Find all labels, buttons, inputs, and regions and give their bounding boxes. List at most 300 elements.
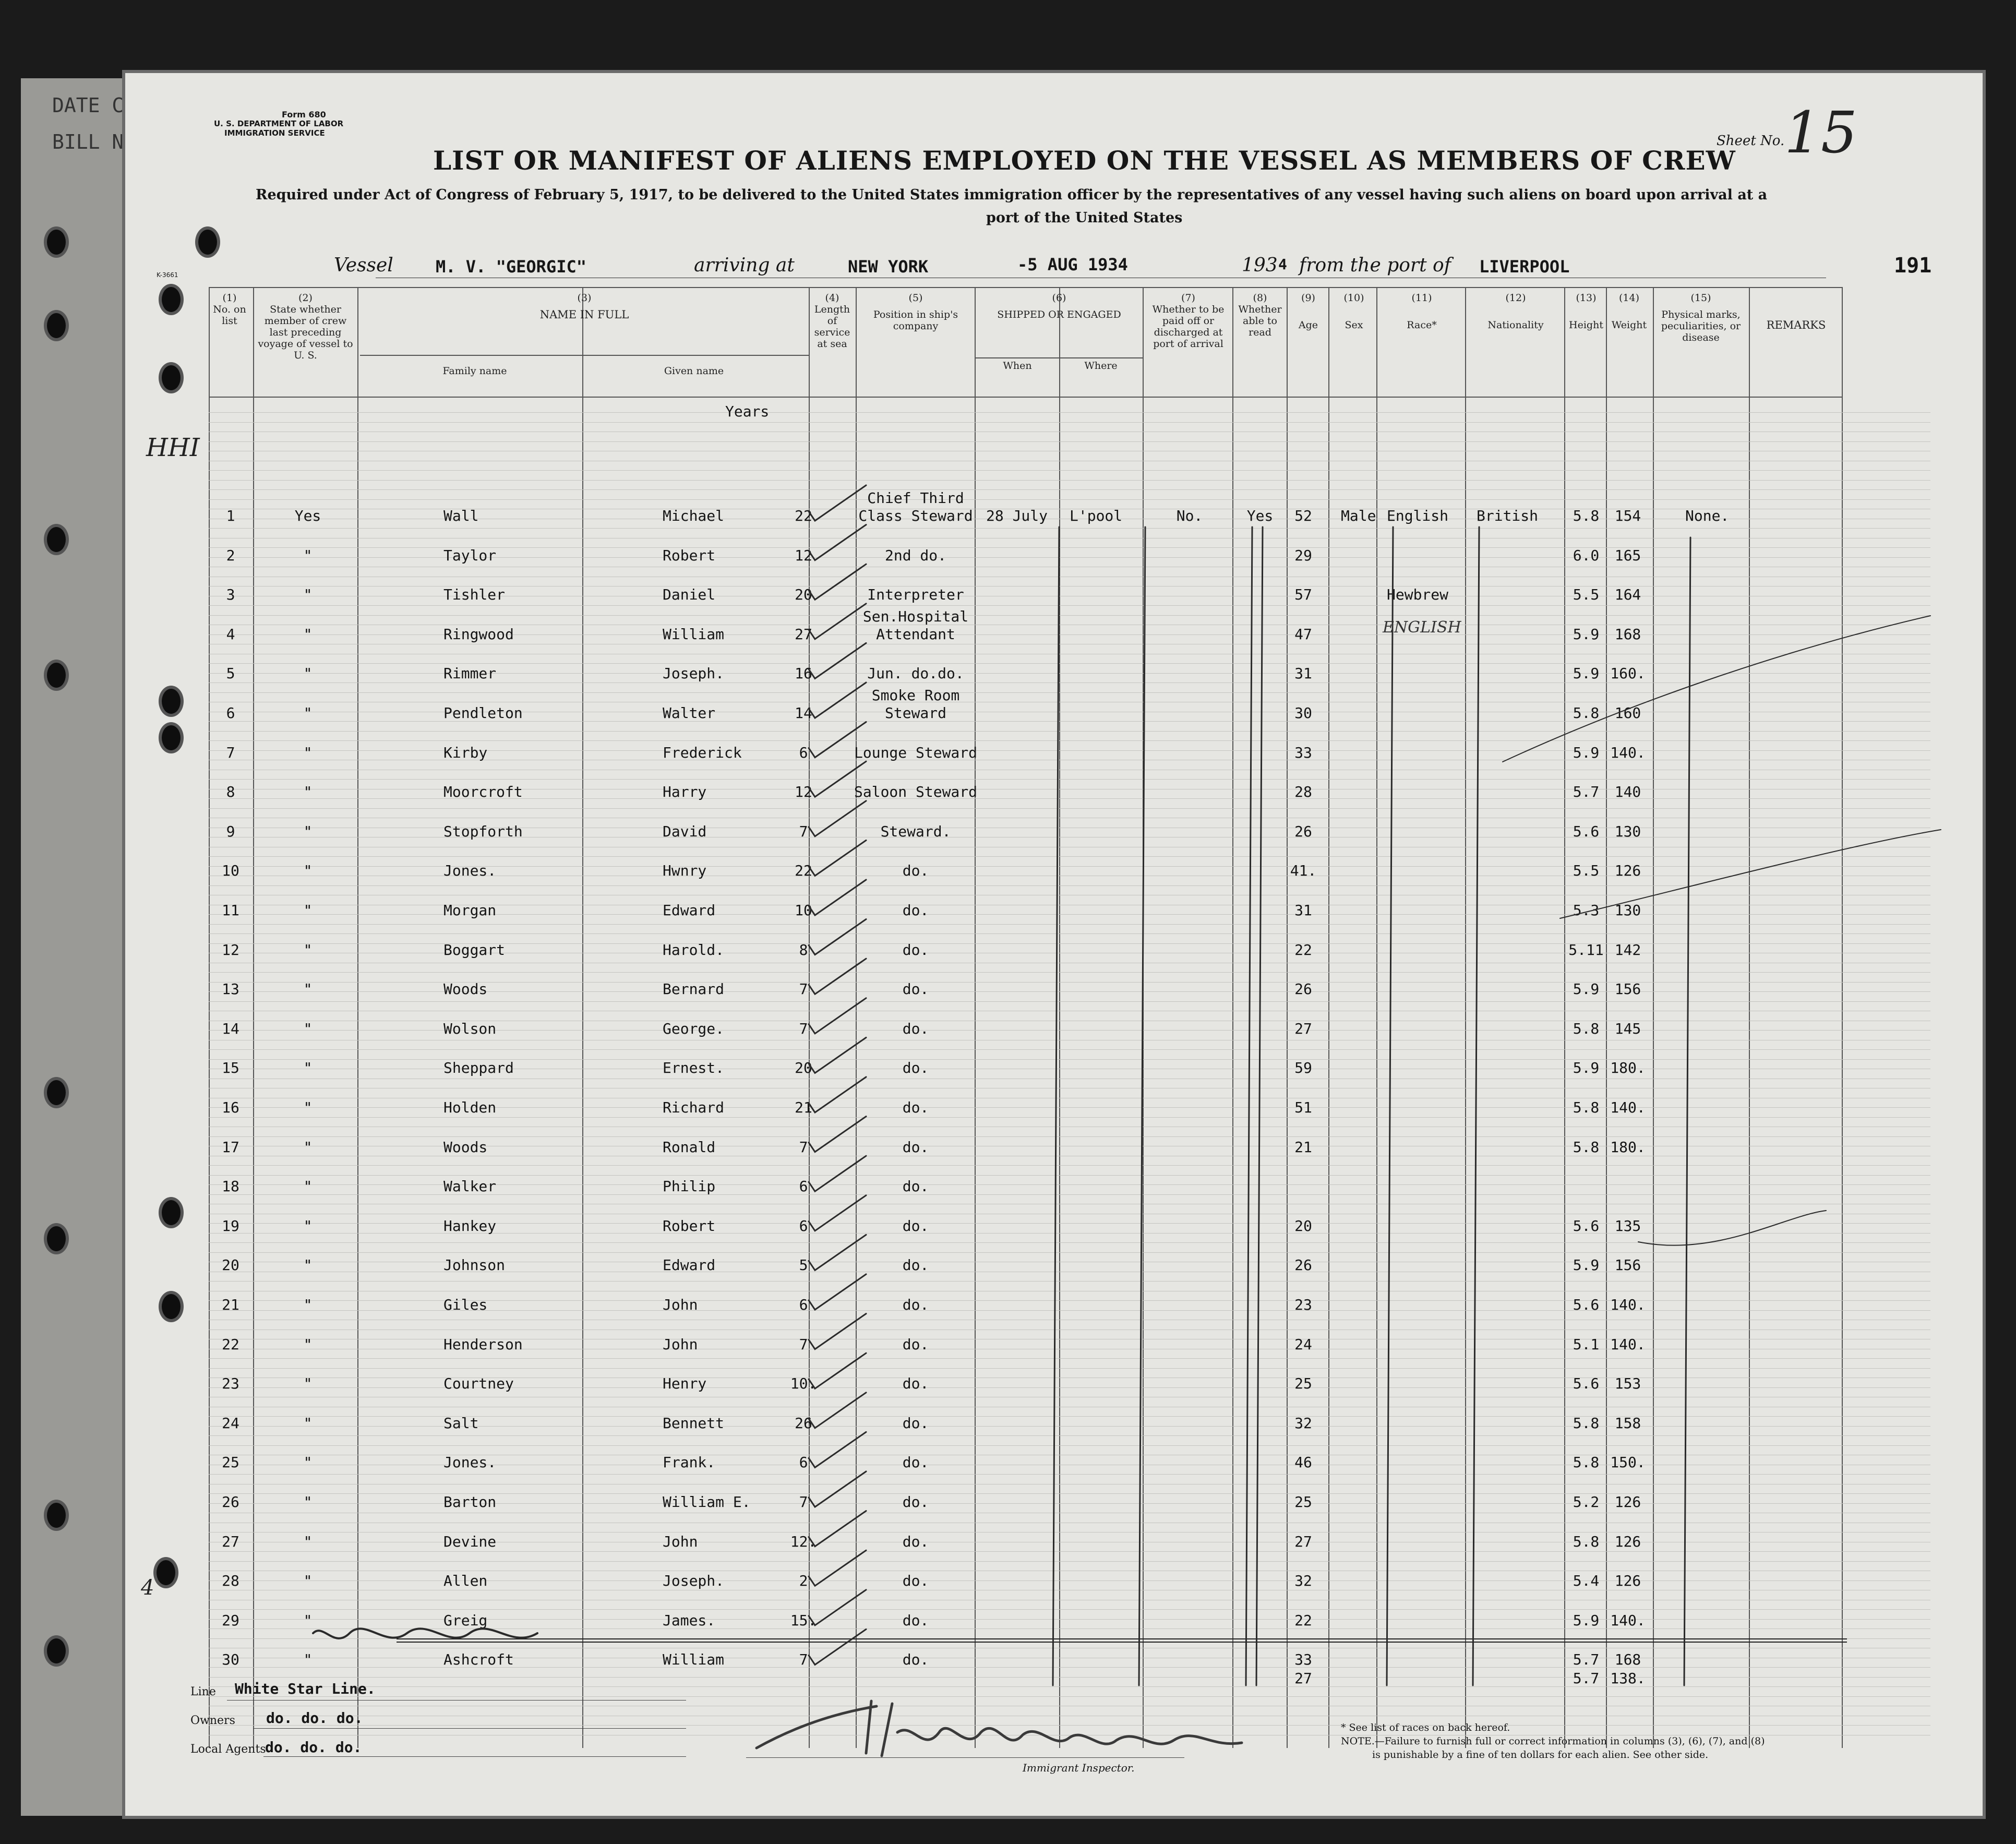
cell-given: Bernard [663, 980, 725, 998]
cell-weight: 154 [1614, 507, 1641, 524]
cell-sex: Male [1341, 507, 1376, 524]
col-label: Nationality [1487, 319, 1544, 331]
cell-no: 26 [222, 1493, 239, 1511]
cell-weight: 140. [1610, 1335, 1646, 1353]
line-label: Line [190, 1685, 216, 1698]
cell-position: Attendant [876, 625, 955, 643]
cell-no: 5 [226, 665, 235, 682]
cell-family: Boggart [443, 941, 506, 959]
col-num: (8) [1253, 292, 1267, 304]
cell-family: Barton [443, 1493, 497, 1511]
cell-age: 51 [1294, 1099, 1312, 1116]
sheet-number: 15 [1784, 99, 1857, 166]
cell-weight: 126 [1614, 1572, 1641, 1590]
check-mark [809, 1550, 866, 1586]
cell-given: Daniel [663, 586, 716, 604]
cell-position: do. [902, 1099, 929, 1116]
cell-service: 12. [790, 1532, 817, 1550]
cell-prev: " [303, 1178, 313, 1195]
cell-given: Joseph. [663, 1572, 725, 1590]
cell-age: 41. [1290, 862, 1317, 880]
cell-given: Frank. [663, 1454, 716, 1471]
check-mark [809, 1432, 866, 1467]
check-mark [809, 1590, 866, 1625]
col-label: NAME IN FULL [539, 308, 629, 321]
cell-no: 20 [222, 1256, 239, 1274]
cell-weight: 160 [1614, 704, 1641, 722]
cell-prev: " [303, 1256, 313, 1274]
ditto-line [1684, 537, 1690, 1685]
cell-service: 7 [799, 1138, 808, 1156]
agents-value: do. do. do. [265, 1739, 362, 1756]
cell-age: 29 [1294, 546, 1312, 564]
cell-prev: " [303, 902, 313, 919]
cell-service: 7 [799, 980, 808, 998]
check-mark [809, 1393, 866, 1428]
cell-height: 5.8 [1573, 704, 1600, 722]
cell-prev: " [303, 1217, 313, 1235]
col-num: (6) [1052, 292, 1066, 304]
footer-rule [263, 1756, 686, 1757]
cell-prev: " [303, 1099, 313, 1116]
cell-no: 10 [222, 862, 239, 880]
form-code: K-3661 [157, 271, 178, 279]
cell-weight: 130 [1614, 902, 1641, 919]
col-num: (15) [1690, 292, 1711, 304]
cell-service: 10. [790, 1375, 817, 1393]
cell-height: 5.8 [1573, 1099, 1600, 1116]
penalty-note-1: NOTE.—Failure to furnish full or correct information in columns (3), (6), (7), and (8) [1341, 1735, 1765, 1747]
cell-given: Edward [663, 1256, 716, 1274]
col-label: Length of service at sea [814, 304, 850, 350]
cell-prev: " [303, 586, 313, 604]
cell-height: 5.9 [1573, 625, 1600, 643]
cell-position: Saloon Steward [854, 783, 978, 801]
cell-family: Courtney [443, 1375, 514, 1393]
cell-position: do. [902, 1375, 929, 1393]
cell-service: 6 [799, 1296, 808, 1313]
cell-family: Sheppard [443, 1059, 514, 1077]
check-mark [809, 1511, 866, 1547]
punch-hole [47, 230, 66, 255]
check-mark [809, 1077, 866, 1112]
cell-age: 32 [1294, 1414, 1312, 1432]
cell-service: 7 [799, 1493, 808, 1511]
cell-family: Ringwood [443, 625, 514, 643]
arriving-label: arriving at [694, 255, 795, 276]
cell-height: 5.9 [1573, 980, 1600, 998]
cell-position: do. [902, 1217, 929, 1235]
cell-height: 5.9 [1573, 1059, 1600, 1077]
check-mark [809, 485, 866, 521]
col-label: No. on list [213, 304, 246, 327]
cell-service: 15. [790, 1611, 817, 1629]
cell-given: Walter [663, 704, 716, 722]
cell-family: Johnson [443, 1256, 506, 1274]
cell-height: 5.6 [1573, 1296, 1600, 1313]
cell-prev: " [303, 744, 313, 761]
check-mark [809, 1117, 866, 1152]
ditto-line [1053, 527, 1059, 1685]
cell-service: 20 [795, 586, 812, 604]
cell-weight: 126 [1614, 1493, 1641, 1511]
cell-family: Tishler [443, 586, 506, 604]
cell-position: Steward. [880, 822, 951, 840]
cell-service: 6 [799, 1454, 808, 1471]
given-name-header: Given name [664, 365, 724, 377]
cell-family: Stopforth [443, 822, 523, 840]
col-label: Height [1569, 319, 1603, 331]
cell-position: do. [902, 1138, 929, 1156]
cell-no: 9 [226, 822, 235, 840]
cell-position: do. [902, 1532, 929, 1550]
check-mark [809, 1195, 866, 1231]
cell-age: 31 [1294, 902, 1312, 919]
cell-family: Rimmer [443, 665, 497, 682]
cell-prev: " [303, 1572, 313, 1590]
cell-service: 22 [795, 862, 812, 880]
punch-hole [47, 313, 66, 338]
cell-family: Hankey [443, 1217, 497, 1235]
col-label: State whether member of crew last preceding voyage of vessel to U. S. [258, 304, 353, 361]
cell-no: 23 [222, 1375, 239, 1393]
cell-height: 5.1 [1573, 1335, 1600, 1353]
cell-service: 7 [799, 1020, 808, 1037]
stray-pen-line [1503, 616, 1930, 762]
cancel-scribble [313, 1629, 537, 1638]
cell-prev: " [303, 1532, 313, 1550]
check-mark [809, 643, 866, 678]
cell-position: do. [902, 902, 929, 919]
cell-given: William [663, 625, 725, 643]
ditto-line [1246, 527, 1252, 1685]
cell-family: Wolson [443, 1020, 497, 1037]
cell-family: Ashcroft [443, 1651, 514, 1669]
manifest-sheet [125, 73, 1983, 1816]
cell-given: Joseph. [663, 665, 725, 682]
cell-position: do. [902, 1454, 929, 1471]
cell-weight: 135 [1614, 1217, 1641, 1235]
cell-position: Interpreter [867, 586, 964, 604]
punch-hole [47, 663, 66, 688]
cell-given: Henry [663, 1375, 707, 1393]
cell-position: Class Steward [858, 507, 973, 524]
cell-no: 29 [222, 1611, 239, 1629]
cell-prev: " [303, 665, 313, 682]
cell-prev: " [303, 1651, 313, 1669]
cell-age: 46 [1294, 1454, 1312, 1471]
cell-age: 25 [1294, 1493, 1312, 1511]
cell-prev: " [303, 862, 313, 880]
cell-service: 6 [799, 1178, 808, 1195]
cell-weight: 164 [1614, 586, 1641, 604]
cell-family: Taylor [443, 546, 497, 564]
cell-given: Robert [663, 1217, 716, 1235]
cell-position_top: Chief Third [867, 489, 964, 507]
cell-age: 33 [1294, 1651, 1312, 1669]
year-label: 193 [1242, 255, 1278, 276]
race-note: * See list of races on back hereof. [1341, 1722, 1510, 1733]
cell-marks: None. [1685, 507, 1730, 524]
left-margin-strip [21, 78, 125, 1816]
cell-height: 5.8 [1573, 1138, 1600, 1156]
arriving-port: NEW YORK [848, 257, 929, 277]
cell-age: 20 [1294, 1217, 1312, 1235]
col-num: (14) [1618, 292, 1639, 304]
cell-no: 11 [222, 902, 239, 919]
cell-height: 5.7 [1573, 1670, 1600, 1687]
cell-family: Jones. [443, 862, 497, 880]
cell-when: 28 July [986, 507, 1048, 524]
cell-height: 5.11 [1568, 941, 1604, 959]
check-mark [809, 1156, 866, 1191]
cell-service: 10 [795, 902, 812, 919]
check-mark [809, 959, 866, 994]
cell-height: 5.3 [1573, 902, 1600, 919]
check-mark [809, 722, 866, 758]
cell-age: 26 [1294, 980, 1312, 998]
cell-family: Morgan [443, 902, 497, 919]
cell-prev: " [303, 546, 313, 564]
cell-prev: " [303, 1138, 313, 1156]
cell-height: 5.9 [1573, 1611, 1600, 1629]
cell-service: 6 [799, 744, 808, 761]
col-num: (1) [222, 292, 237, 304]
cell-position: Steward [884, 704, 947, 722]
cell-no: 21 [222, 1296, 239, 1313]
shipped-when-header: When [1003, 360, 1032, 372]
family-name-header: Family name [442, 365, 507, 377]
cell-weight: 140. [1610, 1296, 1646, 1313]
cell-prev: " [303, 1611, 313, 1629]
cell-family: Pendleton [443, 704, 523, 722]
cell-height: 5.8 [1573, 507, 1600, 524]
cell-age: 22 [1294, 1611, 1312, 1629]
sheet-label: Sheet No. [1717, 133, 1785, 149]
check-mark [809, 1471, 866, 1507]
cell-height: 5.7 [1573, 1651, 1600, 1669]
cell-prev: " [303, 1335, 313, 1353]
cell-weight: 168 [1614, 1651, 1641, 1669]
cell-age: 22 [1294, 941, 1312, 959]
cell-age: 47 [1294, 625, 1312, 643]
cell-height: 5.8 [1573, 1454, 1600, 1471]
cell-position: do. [902, 1020, 929, 1037]
years-label: Years [725, 403, 770, 420]
cell-weight: 130 [1614, 822, 1641, 840]
cell-given: Philip [663, 1178, 716, 1195]
cell-family: Holden [443, 1099, 497, 1116]
cell-position: do. [902, 941, 929, 959]
cell-service: 20 [795, 1059, 812, 1077]
punch-hole [47, 527, 66, 552]
check-mark [809, 564, 866, 600]
cell-weight: 180. [1610, 1138, 1646, 1156]
col-num: (2) [298, 292, 313, 304]
cell-position: do. [902, 1059, 929, 1077]
cell-position: do. [902, 1493, 929, 1511]
col-num: (5) [908, 292, 923, 304]
cell-service: 26 [795, 1414, 812, 1432]
cell-service: 14 [795, 704, 812, 722]
cell-height: 5.8 [1573, 1532, 1600, 1550]
cell-given: George. [663, 1020, 725, 1037]
cell-height: 5.2 [1573, 1493, 1600, 1511]
cell-age: 27 [1294, 1532, 1312, 1550]
cell-weight: 150. [1610, 1454, 1646, 1471]
cell-height: 5.9 [1573, 665, 1600, 682]
cell-nat: British [1477, 507, 1539, 524]
cell-position: do. [902, 1414, 929, 1432]
ditto-line [1139, 527, 1145, 1685]
cell-prev: " [303, 1059, 313, 1077]
col-label: Race* [1407, 319, 1437, 331]
cell-no: 24 [222, 1414, 239, 1432]
cell-given: Richard [663, 1099, 725, 1116]
cell-position: 2nd do. [884, 546, 947, 564]
check-mark [809, 919, 866, 955]
cell-position: Jun. do.do. [867, 665, 964, 682]
cell-family: Wall [443, 507, 479, 524]
year-suffix: 4 [1278, 256, 1287, 273]
col-label: Position in ship's company [873, 309, 958, 332]
col-label: Whether able to read [1238, 304, 1282, 338]
col-num: (12) [1505, 292, 1526, 304]
cell-weight: 140. [1610, 744, 1646, 761]
cell-prev: " [303, 1375, 313, 1393]
cell-given: Michael [663, 507, 725, 524]
cell-no: 25 [222, 1454, 239, 1471]
cell-height: 5.8 [1573, 1414, 1600, 1432]
cell-height: 5.9 [1573, 1256, 1600, 1274]
from-port: LIVERPOOL [1479, 257, 1570, 277]
penalty-note-2: is punishable by a fine of ten dollars for each alien. See other side. [1372, 1749, 1709, 1761]
check-mark [809, 1629, 866, 1665]
check-mark [809, 682, 866, 718]
cell-family: Henderson [443, 1335, 523, 1353]
cell-family: Greig [443, 1611, 488, 1629]
cell-family: Allen [443, 1572, 488, 1590]
cell-prev: " [303, 783, 313, 801]
cell-position: do. [902, 1611, 929, 1629]
cell-service: 8 [799, 941, 808, 959]
check-mark [809, 880, 866, 915]
col-num: (3) [577, 292, 592, 304]
margin-stamp-bill: BILL N [52, 130, 124, 153]
cell-no: 17 [222, 1138, 239, 1156]
cell-position: do. [902, 980, 929, 998]
cell-race: English [1387, 507, 1449, 524]
cell-family: Jones. [443, 1454, 497, 1471]
cell-weight: 142 [1614, 941, 1641, 959]
cell-family: Devine [443, 1532, 497, 1550]
margin-note: 4 [141, 1576, 154, 1600]
cell-weight: 160. [1610, 665, 1646, 682]
check-mark [809, 525, 866, 560]
cell-prev: " [303, 704, 313, 722]
ink-marks [125, 73, 1983, 1816]
stray-pen-line [1638, 1211, 1826, 1246]
col-num: (4) [825, 292, 839, 304]
check-mark [809, 604, 866, 639]
cell-given: Ernest. [663, 1059, 725, 1077]
col-label: Age [1298, 319, 1318, 331]
col-label: Physical marks, peculiarities, or disease [1661, 309, 1741, 343]
margin-stamp-date: DATE C [52, 94, 124, 117]
col-num: (11) [1411, 292, 1432, 304]
check-mark [809, 1353, 866, 1388]
cell-service: 7 [799, 1335, 808, 1353]
from-port-label: from the port of [1299, 255, 1451, 276]
cell-position: do. [902, 1651, 929, 1669]
check-mark [809, 801, 866, 836]
cell-position: do. [902, 1572, 929, 1590]
cell-position_top: Sen.Hospital [862, 607, 969, 625]
cell-no: 12 [222, 941, 239, 959]
cell-given: Robert [663, 546, 716, 564]
col-label: Whether to be paid off or discharged at port of arrival [1152, 304, 1225, 350]
cell-height: 5.7 [1573, 783, 1600, 801]
cell-no: 27 [222, 1532, 239, 1550]
cell-service: 12 [795, 546, 812, 564]
cell-age: 28 [1294, 783, 1312, 801]
cell-given: David [663, 822, 707, 840]
cell-service: 7 [799, 1651, 808, 1669]
cell-height: 5.8 [1573, 1020, 1600, 1037]
col-num: (7) [1181, 292, 1195, 304]
cell-age: 24 [1294, 1335, 1312, 1353]
cell-weight: 156 [1614, 1256, 1641, 1274]
cell-position: do. [902, 1296, 929, 1313]
cell-family: Moorcroft [443, 783, 523, 801]
cell-given: John [663, 1532, 698, 1550]
cell-position: do. [902, 862, 929, 880]
check-mark [809, 840, 866, 876]
ditto-line [1473, 527, 1479, 1685]
check-mark [809, 998, 866, 1034]
cell-family: Woods [443, 1138, 488, 1156]
cell-given: Ronald [663, 1138, 716, 1156]
cell-age: 52 [1294, 507, 1312, 524]
cell-no: 1 [226, 507, 235, 524]
cell-weight: 140. [1610, 1611, 1646, 1629]
cell-given: Frederick [663, 744, 742, 761]
cell-no: 19 [222, 1217, 239, 1235]
cell-weight: 156 [1614, 980, 1641, 998]
cell-read: Yes [1246, 507, 1274, 524]
footer-rule [253, 1728, 686, 1729]
cell-no: 15 [222, 1059, 239, 1077]
cell-weight: 140. [1610, 1099, 1646, 1116]
cell-height: 5.5 [1573, 586, 1600, 604]
vessel-name: M. V. "GEORGIC" [436, 257, 586, 277]
check-mark [809, 1314, 866, 1349]
cell-position: do. [902, 1335, 929, 1353]
cell-height: 5.4 [1573, 1572, 1600, 1590]
cell-given: John [663, 1296, 698, 1313]
cell-weight: 158 [1614, 1414, 1641, 1432]
cell-service: 12 [795, 783, 812, 801]
cell-given: William E. [663, 1493, 751, 1511]
form-service: IMMIGRATION SERVICE [224, 128, 325, 138]
arrival-date-stamp: -5 AUG 1934 [1017, 255, 1128, 274]
agents-label: Local Agents [190, 1743, 266, 1756]
check-mark [809, 1235, 866, 1270]
cell-weight: 126 [1614, 1532, 1641, 1550]
cell-weight: 140 [1614, 783, 1641, 801]
cell-given: Harold. [663, 941, 725, 959]
stray-pen-line [1560, 830, 1941, 918]
